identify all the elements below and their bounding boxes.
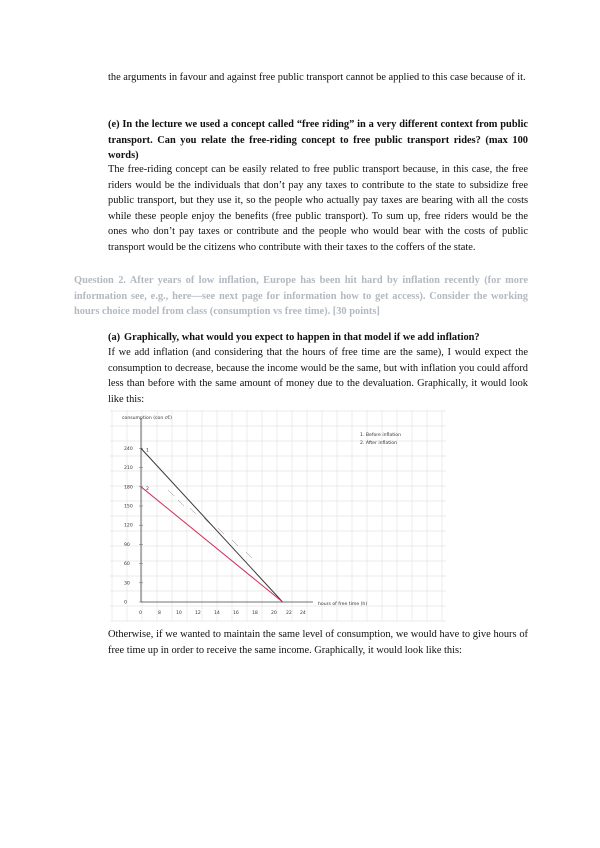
- x-tick-label: 20: [271, 611, 277, 616]
- x-tick-label: 22: [286, 611, 292, 616]
- legend-entry: 1. Before inflation: [360, 433, 402, 438]
- answer-e: The free-riding concept can be easily related to free public transport because, in this case, the free riders would be the individuals that don’t pay any taxes to contribute to the state to subsidize free public transport, but they use it, so the people who actually pay taxes are bearing with all the costs while these people enjoy the benefits (free public transport). To sum up, free riders would be the ones who don’t pay taxes or contribute and the people who would bear with the costs of public transport would be the citizens who contribute with their taxes to the coffers of the state.: [108, 164, 528, 253]
- x-tick-label: 18: [252, 611, 258, 616]
- x-tick-label: 0: [139, 611, 142, 616]
- question-a: [108, 330, 528, 346]
- y-tick-label: 60: [124, 562, 130, 568]
- question-e: (e) In the lecture we used a concept called “free riding” in a very different context from public transport. Can you relate the free-riding concept to free public transport rides? (max 100 words): [108, 119, 528, 162]
- y-tick-label: 150: [124, 504, 133, 510]
- chart-axes: [122, 415, 367, 607]
- legend-entry: 2. After inflation: [360, 441, 398, 446]
- chart-svg: [108, 408, 448, 623]
- x-tick-label: 10: [176, 611, 182, 616]
- question-a-label: (a): [108, 332, 121, 343]
- series-label: 1: [146, 448, 149, 454]
- y-axis-label: consumption (con c€): [122, 416, 172, 421]
- y-tick-label: 0: [124, 600, 127, 606]
- y-tick-label: 180: [124, 485, 133, 491]
- y-tick-label: 30: [124, 581, 130, 587]
- y-tick-label: 240: [124, 446, 133, 452]
- x-tick-label: 8: [158, 611, 161, 616]
- chart-series: [141, 447, 283, 602]
- hatch-mark: [232, 540, 238, 546]
- chart-legend: [360, 432, 401, 446]
- x-tick-label: 16: [233, 611, 239, 616]
- series-line: [141, 487, 283, 602]
- hatch-mark: [190, 508, 196, 514]
- series-label: 2: [146, 486, 149, 492]
- y-tick-label: 120: [124, 523, 133, 529]
- budget-constraint-chart: [108, 408, 448, 623]
- x-tick-label: 14: [214, 611, 220, 616]
- x-tick-label: 24: [300, 611, 306, 616]
- y-tick-label: 210: [124, 466, 133, 472]
- hatch-mark: [204, 518, 210, 524]
- x-tick-label: 12: [195, 611, 201, 616]
- paragraph-continuation: the arguments in favour and against free public transport cannot be applied to this case because of it.: [108, 72, 526, 83]
- question-2-heading: Question 2. After years of low inflation, Europe has been hit hard by inflation recently (for more information see, e.g., here—see next page for information how to get access). Consider the working hours choice model from class (consumption vs free time). [30 points]: [74, 275, 528, 318]
- paragraph-last: Otherwise, if we wanted to maintain the same level of consumption, we would have to give hours of free time up in order to receive the same income. Graphically, it would look like this:: [108, 629, 528, 656]
- answer-a: If we add inflation (and considering that the hours of free time are the same), I would expect the consumption to decrease, because the income would be the same, but with inflation you could afford less than before with the same amount of money due to the devaluation. Graphically, it would look like this:: [108, 347, 528, 405]
- hatch-mark: [168, 490, 174, 496]
- x-axis-label: hours of free time (h): [318, 602, 368, 607]
- y-tick-label: 90: [124, 542, 130, 548]
- question-a-text: Graphically, what would you expect to happen in that model if we add inflation?: [124, 332, 480, 343]
- series-line: [141, 448, 283, 602]
